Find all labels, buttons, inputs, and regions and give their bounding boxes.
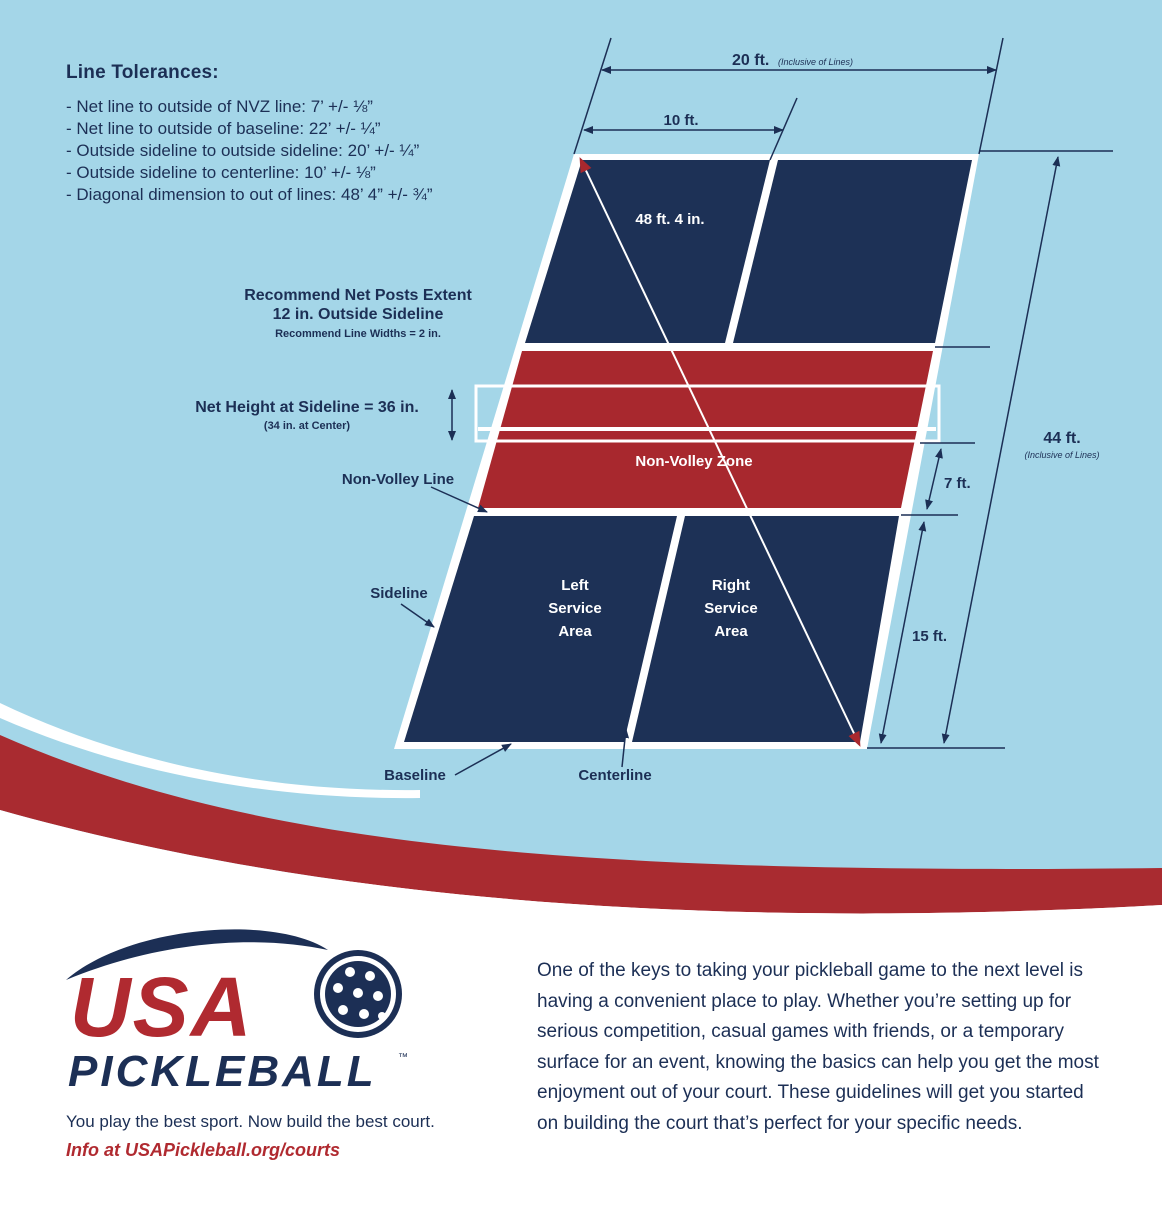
- nvz-label: Non-Volley Zone: [635, 453, 753, 470]
- right-service-line3: Area: [714, 623, 748, 640]
- tolerance-item: - Net line to outside of baseline: 22’ +/- ¼”: [66, 118, 433, 140]
- left-service-line2: Service: [548, 600, 602, 617]
- nvz-depth-label: 7 ft.: [944, 475, 971, 492]
- non-volley-line-label: Non-Volley Line: [341, 471, 455, 488]
- sideline-label: Sideline: [370, 585, 428, 602]
- line-widths-note: Recommend Line Widths = 2 in.: [275, 328, 441, 340]
- net-height-label: Net Height at Sideline = 36 in.: [195, 399, 419, 416]
- width-total-note: (Inclusive of Lines): [778, 57, 854, 67]
- left-service-line3: Area: [558, 623, 592, 640]
- intro-paragraph: One of the keys to taking your pickleball game to the next level is having a convenient place to play. Whether you’re setting up for serious competition, casual games with friends, or a temporary surface for an event, knowing the basics can help you get the most enjoyment out of your court. These guidelines will get you started on building the court that’s perfect for your specific needs.: [537, 960, 1099, 1134]
- tolerance-item: - Diagonal dimension to out of lines: 48’ 4” +/- ¾”: [66, 184, 433, 206]
- width-half-label: 10 ft.: [663, 112, 699, 129]
- line-tolerances: [66, 62, 433, 206]
- tolerance-item: - Outside sideline to outside sideline: 20’ +/- ¼”: [66, 140, 433, 162]
- tolerances-list: [66, 96, 433, 206]
- logo-usa: USA: [70, 960, 254, 1054]
- service-depth-label: 15 ft.: [912, 628, 948, 645]
- width-total-label: 20 ft.: [732, 52, 770, 69]
- net-posts-line2: 12 in. Outside Sideline: [272, 306, 444, 323]
- info-link[interactable]: Info at USAPickleball.org/courts: [66, 1140, 341, 1160]
- diagonal-label: 48 ft. 4 in.: [635, 211, 705, 228]
- tagline: You play the best sport. Now build the best court.: [66, 1112, 435, 1131]
- right-service-line1: Right: [711, 577, 751, 594]
- usa-pickleball-logo: [58, 918, 418, 1098]
- tolerance-item: - Outside sideline to centerline: 10’ +/- ⅛”: [66, 162, 433, 184]
- tolerance-item: - Net line to outside of NVZ line: 7’ +/- ⅛”: [66, 96, 433, 118]
- logo-pickleball: PICKLEBALL: [68, 1047, 377, 1096]
- tolerances-title: Line Tolerances:: [66, 62, 219, 83]
- centerline-label: Centerline: [578, 767, 652, 784]
- right-service-line2: Service: [704, 600, 758, 617]
- net-height-center: (34 in. at Center): [263, 420, 351, 432]
- logo-trademark: ™: [398, 1052, 408, 1063]
- length-total-label: 44 ft.: [1043, 430, 1081, 447]
- length-total-note: (Inclusive of Lines): [1024, 450, 1100, 460]
- left-service-line1: Left: [561, 577, 589, 594]
- baseline-label: Baseline: [384, 767, 446, 784]
- net-posts-line1: Recommend Net Posts Extent: [244, 287, 472, 304]
